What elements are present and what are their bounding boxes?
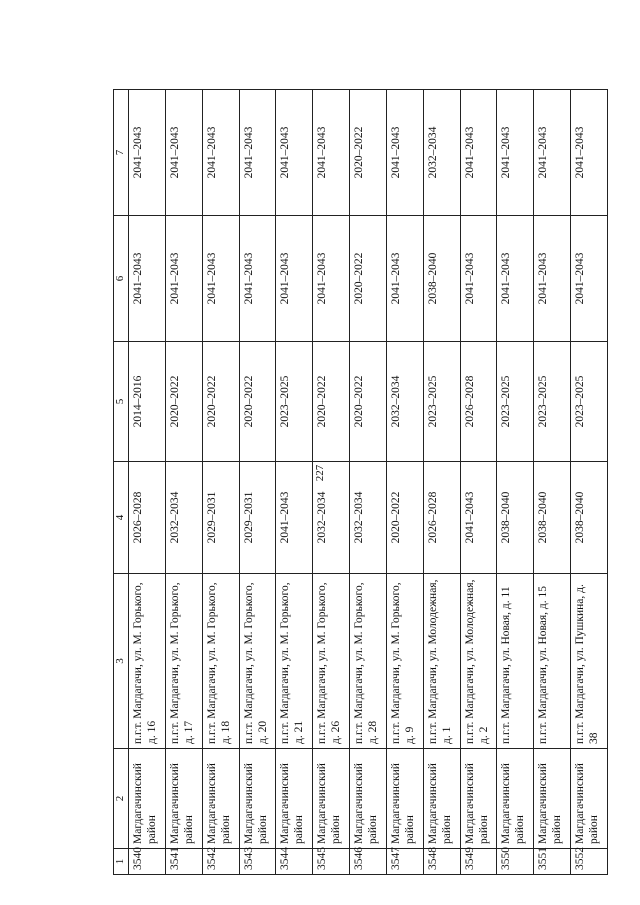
table-row [275,89,312,874]
row-number-cell: 3549 [460,848,497,874]
period-cell: 2041–2043 [275,89,312,215]
district-cell: Магдагачинский район [165,748,202,848]
column-header: 3 [113,573,128,748]
column-header: 2 [113,748,128,848]
address-cell: п.г.т. Магдагачи, ул. Молодежная, д. 1 [423,573,460,748]
period-cell: 2038–2040 [570,461,607,573]
period-cell: 2041–2043 [239,215,276,341]
period-cell: 2041–2043 [128,89,165,215]
period-cell: 2020–2022 [386,461,423,573]
period-cell: 2041–2043 [239,89,276,215]
address-cell: п.г.т. Магдагачи, ул. М. Горького, д. 21 [275,573,312,748]
table-row [570,89,607,874]
address-cell: п.г.т. Магдагачи, ул. М. Горького, д. 18 [202,573,239,748]
period-cell: 2041–2043 [165,215,202,341]
row-number-cell: 3551 [533,848,570,874]
period-cell: 2020–2022 [239,341,276,461]
district-cell: Магдагачинский район [386,748,423,848]
period-cell: 2041–2043 [386,215,423,341]
address-cell: п.г.т. Магдагачи, ул. М. Горького, д. 9 [386,573,423,748]
period-cell: 2026–2028 [128,461,165,573]
row-number-cell: 3542 [202,848,239,874]
table-header-row [113,89,128,874]
period-cell: 2041–2043 [460,215,497,341]
schedule-table [113,89,608,875]
row-number-cell: 3548 [423,848,460,874]
address-cell: п.г.т. Магдагачи, ул. М. Горького, д. 16 [128,573,165,748]
period-cell: 2014–2016 [128,341,165,461]
address-cell: п.г.т. Магдагачи, ул. М. Горького, д. 20 [239,573,276,748]
page-number: 227 [314,464,326,482]
period-cell: 2041–2043 [496,215,533,341]
row-number-cell: 3544 [275,848,312,874]
table-row [386,89,423,874]
period-cell: 2041–2043 [275,215,312,341]
period-cell: 2020–2022 [349,341,386,461]
period-cell: 2041–2043 [460,461,497,573]
column-header: 5 [113,341,128,461]
table-row [239,89,276,874]
district-cell: Магдагачинский район [128,748,165,848]
address-cell: п.г.т. Магдагачи, ул. М. Горького, д. 17 [165,573,202,748]
period-cell: 2023–2025 [423,341,460,461]
period-cell: 2029–2031 [202,461,239,573]
table-row [128,89,165,874]
period-cell: 2041–2043 [275,461,312,573]
period-cell: 2020–2022 [202,341,239,461]
period-cell: 2020–2022 [165,341,202,461]
table-row [423,89,460,874]
district-cell: Магдагачинский район [239,748,276,848]
period-cell: 2038–2040 [496,461,533,573]
period-cell: 2032–2034 [349,461,386,573]
row-number-cell: 3540 [128,848,165,874]
address-cell: п.г.т. Магдагачи, ул. М. Горького, д. 26 [312,573,349,748]
column-header: 6 [113,215,128,341]
column-header: 4 [113,461,128,573]
row-number-cell: 3546 [349,848,386,874]
district-cell: Магдагачинский район [349,748,386,848]
period-cell: 2041–2043 [312,89,349,215]
table-row [349,89,386,874]
period-cell: 2041–2043 [202,215,239,341]
period-cell: 2020–2022 [349,215,386,341]
table-row [202,89,239,874]
period-cell: 2041–2043 [128,215,165,341]
district-cell: Магдагачинский район [202,748,239,848]
period-cell: 2041–2043 [386,89,423,215]
period-cell: 2041–2043 [496,89,533,215]
row-number-cell: 3541 [165,848,202,874]
period-cell: 2041–2043 [570,89,607,215]
period-cell: 2041–2043 [312,215,349,341]
period-cell: 2041–2043 [533,215,570,341]
period-cell: 2023–2025 [496,341,533,461]
period-cell: 2026–2028 [460,341,497,461]
period-cell: 2026–2028 [423,461,460,573]
period-cell: 2041–2043 [533,89,570,215]
district-cell: Магдагачинский район [460,748,497,848]
period-cell: 2041–2043 [165,89,202,215]
row-number-cell: 3543 [239,848,276,874]
period-cell: 2023–2025 [570,341,607,461]
row-number-cell: 3552 [570,848,607,874]
address-cell: п.г.т. Магдагачи, ул. М. Горького, д. 28 [349,573,386,748]
district-cell: Магдагачинский район [570,748,607,848]
address-cell: п.г.т. Магдагачи, ул. Пушкина, д. 38 [570,573,607,748]
row-number-cell: 3545 [312,848,349,874]
row-number-cell: 3547 [386,848,423,874]
district-cell: Магдагачинский район [423,748,460,848]
rotated-table-container [113,90,608,875]
column-header: 7 [113,89,128,215]
period-cell: 2023–2025 [533,341,570,461]
table-row [460,89,497,874]
table-row [165,89,202,874]
table-row [312,89,349,874]
period-cell: 2038–2040 [533,461,570,573]
address-cell: п.г.т. Магдагачи, ул. Новая, д. 15 [533,573,570,748]
period-cell: 2041–2043 [460,89,497,215]
row-number-cell: 3550 [496,848,533,874]
address-cell: п.г.т. Магдагачи, ул. Молодежная, д. 2 [460,573,497,748]
address-cell: п.г.т. Магдагачи, ул. Новая, д. 11 [496,573,533,748]
district-cell: Магдагачинский район [533,748,570,848]
period-cell: 2029–2031 [239,461,276,573]
column-header: 1 [113,848,128,874]
period-cell: 2020–2022 [312,341,349,461]
district-cell: Магдагачинский район [496,748,533,848]
period-cell: 2032–2034 [312,461,349,573]
period-cell: 2032–2034 [423,89,460,215]
period-cell: 2041–2043 [570,215,607,341]
period-cell: 2020–2022 [349,89,386,215]
district-cell: Магдагачинский район [275,748,312,848]
period-cell: 2038–2040 [423,215,460,341]
table-row [533,89,570,874]
period-cell: 2032–2034 [165,461,202,573]
table-row [496,89,533,874]
district-cell: Магдагачинский район [312,748,349,848]
period-cell: 2023–2025 [275,341,312,461]
period-cell: 2032–2034 [386,341,423,461]
period-cell: 2041–2043 [202,89,239,215]
